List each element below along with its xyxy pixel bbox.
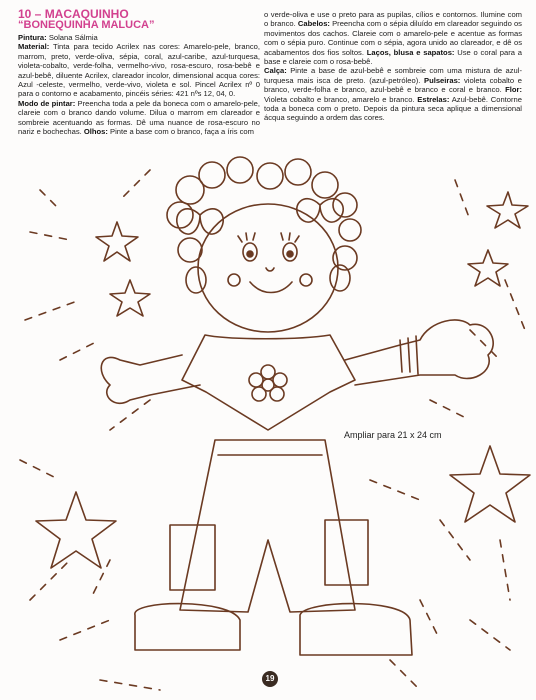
estrelas-text: Azul-bebê. Contorne toda a boneca com o preto. Depois da pintura seca aplique a dimensional ácqua seguindo a ordem das cores. bbox=[264, 94, 522, 123]
pulseiras-label: Pulseiras: bbox=[424, 75, 461, 85]
blouse bbox=[182, 335, 355, 430]
material-label: Material: bbox=[18, 42, 50, 52]
star-upper-left bbox=[96, 222, 138, 261]
material-text: Tinta para tecido Acrilex nas cores: Amarelo-pele, branco, marrom, preto, verde-oliva, sépia, coral, azul-caribe, azul-turquesa, violeta-cobalto, verde-folha, vermelho-vivo, rosa-escuro, rosa-bebê e azul-bebê, diluente Acrilex, clareador incolor, dimensional acqua cores: Azul -celeste, vermelho, verde-vivo, violeta e sol. Pincel Acrilex nº 0 para o contorno e acabamento, pincéis séries: 421 nºs 12, 04, 0. bbox=[18, 42, 260, 99]
motion-dashes bbox=[20, 170, 525, 690]
right-arm bbox=[345, 320, 493, 385]
enlarge-caption: Ampliar para 21 x 24 cm bbox=[344, 430, 442, 440]
modo-label: Modo de pintar: bbox=[18, 98, 76, 108]
title-line-1: 10 – MACAQUINHO bbox=[18, 7, 129, 21]
pintura-label: Pintura: bbox=[18, 33, 47, 42]
modo-text: Preencha toda a pele da boneca com o amarelo-pele, clareie com o branco dando volume. Dilua o marrom em clareador e sombreie acentuando as formas. Dê uma nuance de rosa-escuro no nariz e bochechas. bbox=[18, 98, 260, 137]
blouse-flower bbox=[249, 365, 287, 401]
cabelos-label: Cabelos: bbox=[297, 19, 330, 29]
right-bow bbox=[297, 199, 343, 222]
left-ear bbox=[186, 267, 206, 293]
nose bbox=[266, 268, 274, 271]
left-pocket bbox=[170, 525, 215, 590]
star-mid-left bbox=[110, 280, 150, 316]
calca-label: Calça: bbox=[264, 66, 287, 76]
pulseiras-text: violeta cobalto e branco, verde-folha e branco, azul-bebê e branco e coral e branco. bbox=[264, 75, 522, 95]
cabelos-text: Preencha com o sépia diluído em clareador seguindo os movimentos dos cachos. Clareie com o amarelo-pele e acentue as formas com o sépia puro. Continue com o sépia, agora unido ao clareador, e dê os acabamentos dos fios soltos. bbox=[264, 19, 522, 57]
star-upper-right bbox=[487, 192, 528, 228]
star-lower-left bbox=[36, 492, 116, 568]
olhos-text: Pinte a base com o branco, faça a íris com bbox=[107, 127, 254, 137]
title-line-2: “BONEQUINHA MALUCA” bbox=[18, 19, 155, 31]
olhos-label: Olhos: bbox=[83, 127, 108, 137]
estrelas-label: Estrelas: bbox=[417, 94, 450, 104]
calca-text: Pinte a base de azul-bebê e sombreie com uma mistura de azul-turquesa mais isca de preto. (azul-petróleo). bbox=[264, 66, 522, 85]
pants bbox=[180, 440, 355, 612]
star-mid-right bbox=[468, 250, 508, 286]
star-lower-right bbox=[450, 446, 530, 522]
olhos-continued: o verde-oliva e use o preto para as pupilas, cílios e contornos. Ilumine com o branco. bbox=[264, 10, 522, 29]
smile bbox=[250, 282, 292, 293]
head-outline bbox=[198, 204, 338, 332]
left-bow bbox=[177, 209, 223, 234]
flor-text: Violeta cobalto e branco, amarelo e branco. bbox=[264, 94, 415, 104]
right-pocket bbox=[325, 520, 368, 585]
page-number: 19 bbox=[262, 671, 278, 687]
hair-curls bbox=[167, 157, 361, 270]
lacos-text: Use o coral para a base e clareie com o rosa-bebê. bbox=[264, 47, 522, 67]
left-arm bbox=[101, 355, 200, 403]
lacos-label: Laços, blusa e sapatos: bbox=[366, 47, 455, 57]
flor-label: Flor: bbox=[505, 85, 522, 95]
pintura-text: Solana Sálmia bbox=[46, 33, 98, 42]
